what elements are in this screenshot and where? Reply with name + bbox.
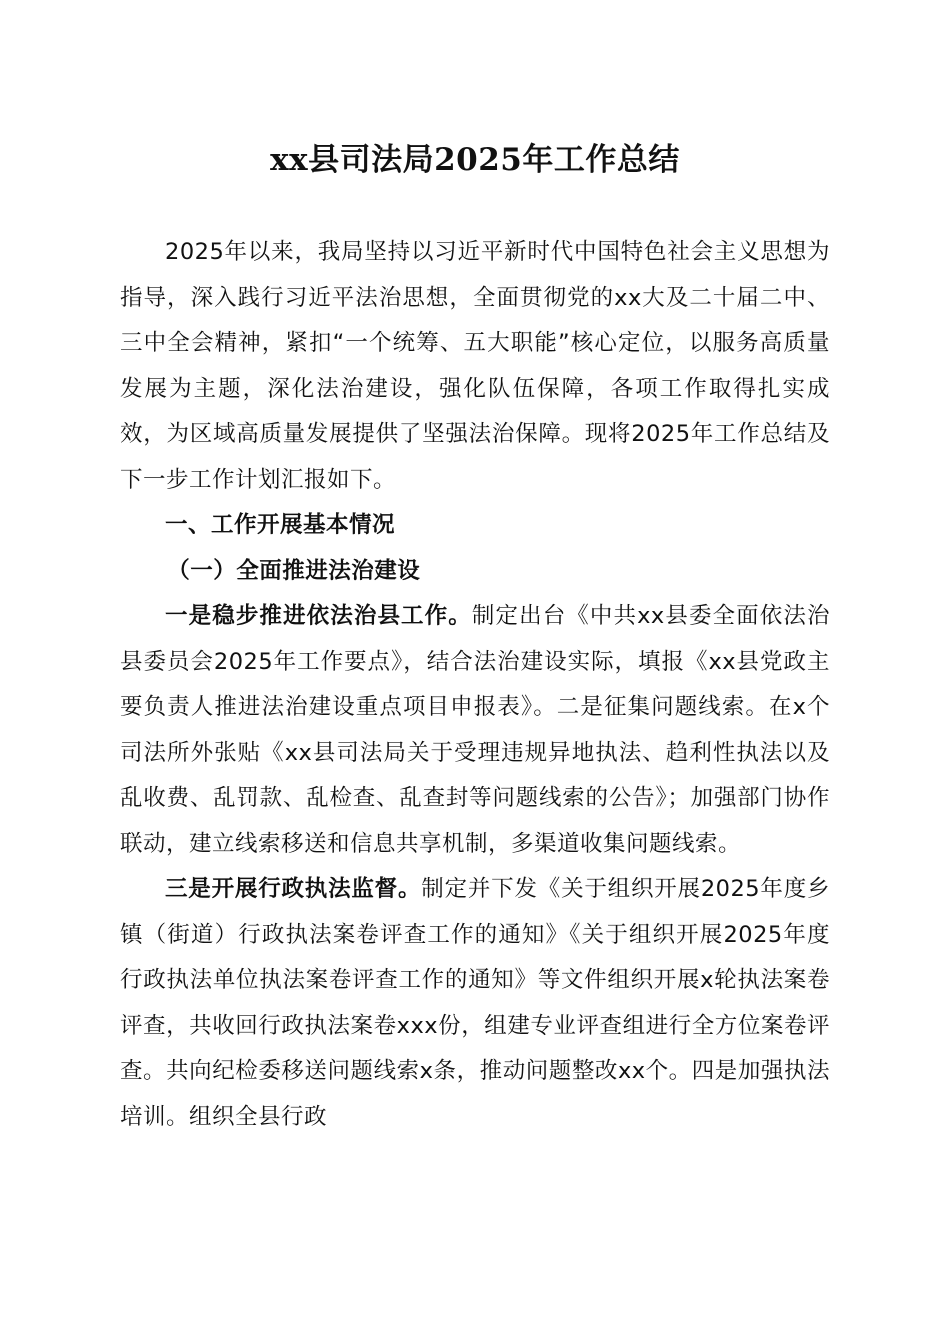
document-body xyxy=(120,230,830,1140)
paragraph-text: 制定出台《中共xx县委全面依法治县委员会2025年工作要点》，结合法治建设实际，填报《xx县党政主要负责人推进法治建设重点项目申报表》。二是征集问题线索。在x个司法所外张贴《xx县司法局关于受理违规异地执法、趋利性执法以及乱收费、乱罚款、乱检查、乱查封等问题线索的公告》；加强部门协作联动，建立线索移送和信息共享机制，多渠道收集问题线索。 xyxy=(120,603,830,857)
body-paragraph xyxy=(120,867,830,1140)
intro-paragraph: 2025年以来，我局坚持以习近平新时代中国特色社会主义思想为指导，深入践行习近平法治思想，全面贯彻党的xx大及二十届二中、三中全会精神，紧扣“一个统筹、五大职能”核心定位，以服务高质量发展为主题，深化法治建设，强化队伍保障，各项工作取得扎实成效，为区域高质量发展提供了坚强法治保障。现将2025年工作总结及下一步工作计划汇报如下。 xyxy=(120,239,830,493)
body-paragraph xyxy=(120,594,830,867)
section-heading: 一、工作开展基本情况 xyxy=(165,512,396,538)
document-title: xx县司法局2025年工作总结 xyxy=(270,142,680,178)
paragraph-lead: 一是稳步推进依法治县工作。 xyxy=(165,603,472,629)
paragraph-text: 制定并下发《关于组织开展2025年度乡镇（街道）行政执法案卷评查工作的通知》《关于组织开展2025年度行政执法单位执法案卷评查工作的通知》等文件组织开展x轮执法案卷评查，共收回行政执法案卷xxx份，组建专业评查组进行全方位案卷评查。共向纪检委移送问题线索x条，推动问题整改xx个。四是加强执法培训。组织全县行政 xyxy=(120,876,830,1130)
paragraph-lead: 三是开展行政执法监督。 xyxy=(165,876,422,902)
subsection-heading: （一）全面推进法治建设 xyxy=(167,557,421,584)
